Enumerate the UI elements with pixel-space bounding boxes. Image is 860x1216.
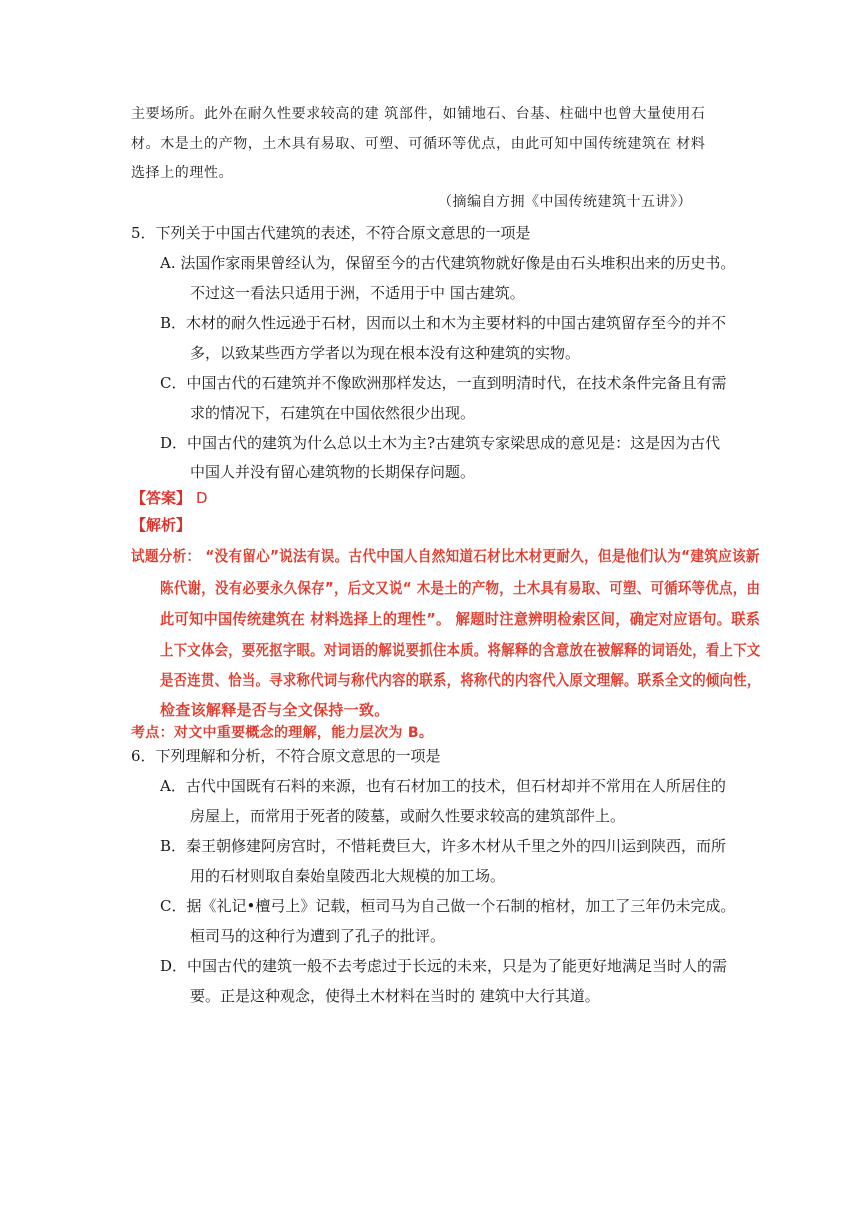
analysis-line: 试题分析： “没有留心”说法有误。古代中国人自然知道石材比木材更耐久，但是他们认为“建筑应该新 <box>131 547 760 565</box>
q5-option-b-cont: 多，以致某些西方学者以为现在根本没有这种建筑的实物。 <box>190 344 581 362</box>
kaodian-line: 考点：对文中重要概念的理解，能力层次为 B。 <box>131 725 434 741</box>
q5-option-c-cont: 求的情况下，石建筑在中国依然很少出现。 <box>190 404 476 422</box>
analysis-line: 此可知中国传统建筑在 材料选择上的理性”。 解题时注意辨明检索区间，确定对应语句。联系 <box>160 610 761 628</box>
q5-option-a-cont: 不过这一看法只适用于洲，不适用于中 国古建筑。 <box>190 284 525 302</box>
q6-option-a: A．古代中国既有石料的来源，也有石材加工的技术，但石材却并不常用在人所居住的 <box>160 777 726 795</box>
q6-option-d-cont: 要。正是这种观念，使得土木材料在当时的 建筑中大行其道。 <box>190 987 600 1005</box>
q5-option-c: C．中国古代的石建筑并不像欧洲那样发达，一直到明清时代，在技术条件完备且有需 <box>160 374 727 392</box>
q5-option-b: B．木材的耐久性远逊于石材，因而以土和木为主要材料的中国古建筑留存至今的并不 <box>160 314 727 332</box>
q5-option-d-cont: 中国人并没有留心建筑物的长期保存问题。 <box>190 463 476 481</box>
answer-label: 【答案】 <box>131 489 192 507</box>
passage-line: 选择上的理性。 <box>131 165 234 181</box>
passage-line: 主要场所。此外在耐久性要求较高的建 筑部件，如铺地石、台基、柱础中也曾大量使用石 <box>131 106 706 122</box>
analysis-line: 是否连贯、恰当。寻求称代词与称代内容的联系，将称代的内容代入原文理解。联系全文的倾向性， <box>160 671 761 689</box>
q6-option-b-cont: 用的石材则取自秦始皇陵西北大规模的加工场。 <box>190 867 506 885</box>
q5-option-d: D．中国古代的建筑为什么总以土木为主?古建筑专家梁思成的意见是：这是因为古代 <box>160 434 721 452</box>
answer-value: D <box>196 489 208 507</box>
q6-option-c: C．据《礼记•檀弓上》记载，桓司马为自己做一个石制的棺材，加工了三年仍未完成。 <box>160 897 736 915</box>
analysis-label: 【解析】 <box>131 516 192 534</box>
question-5-stem: 5．下列关于中国古代建筑的表述，不符合原文意思的一项是 <box>131 224 531 242</box>
q6-option-d: D．中国古代的建筑一般不去考虑过于长远的未来，只是为了能更好地满足当时人的需 <box>160 957 728 975</box>
q6-option-a-cont: 房屋上，而常用于死者的陵墓，或耐久性要求较高的建筑部件上。 <box>190 807 626 825</box>
q5-option-a: A. 法国作家雨果曾经认为，保留至今的古代建筑物就好像是由石头堆积出来的历史书。 <box>160 254 736 272</box>
analysis-line: 陈代谢，没有必要永久保存”，后文又说“ 木是土的产物，土木具有易取、可塑、可循环等优点，由 <box>160 579 761 597</box>
question-6-stem: 6．下列理解和分析，不符合原文意思的一项是 <box>131 747 441 765</box>
source-citation: （摘编自方拥《中国传统建筑十五讲》） <box>438 194 692 210</box>
q6-option-c-cont: 桓司马的这种行为遭到了孔子的批评。 <box>190 927 446 945</box>
q6-option-b: B．秦王朝修建阿房宫时，不惜耗费巨大，许多木材从千里之外的四川运到陕西，而所 <box>160 837 727 855</box>
analysis-line: 上下文体会，要死抠字眼。对词语的解说要抓住本质。将解释的含意放在被解释的词语处，看上下文 <box>160 641 761 659</box>
analysis-line: 检查该解释是否与全文保持一致。 <box>160 701 390 719</box>
passage-line: 材。木是土的产物，土木具有易取、可塑、可循环等优点，由此可知中国传统建筑在 材料 <box>131 136 706 152</box>
